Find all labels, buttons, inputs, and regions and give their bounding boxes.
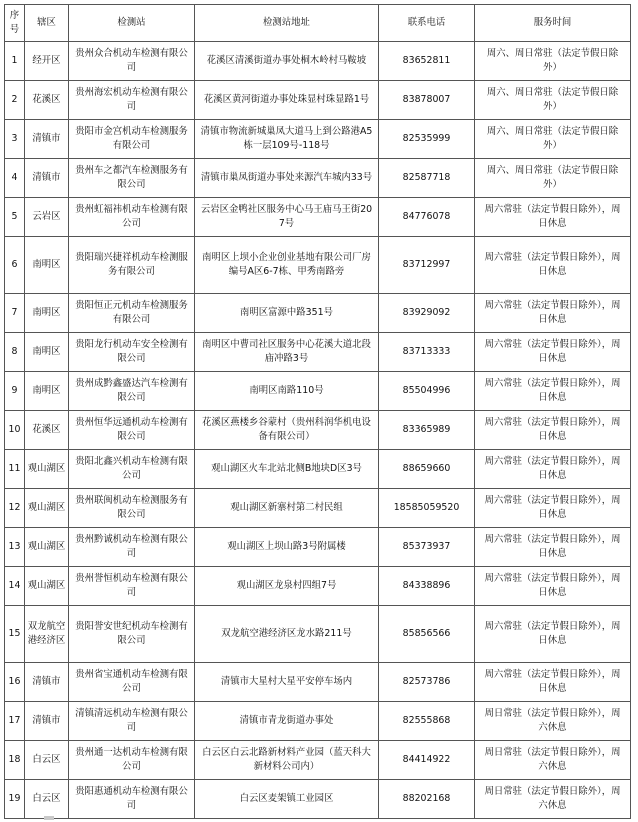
cell-district: 花溪区 bbox=[25, 411, 69, 450]
cell-service: 周六常驻（法定节假日除外），周日休息 bbox=[475, 567, 631, 606]
table-row bbox=[5, 294, 631, 333]
table-row bbox=[5, 42, 631, 81]
table-row bbox=[5, 606, 631, 663]
cell-station: 贵阳瑞兴捷祥机动车检测服务有限公司 bbox=[69, 237, 195, 294]
page-edge-mark bbox=[44, 816, 54, 820]
cell-phone: 82555868 bbox=[379, 702, 475, 741]
table-row bbox=[5, 450, 631, 489]
cell-idx: 16 bbox=[5, 663, 25, 702]
cell-service: 周六常驻（法定节假日除外），周日休息 bbox=[475, 333, 631, 372]
cell-station: 贵州誉恒机动车检测有限公司 bbox=[69, 567, 195, 606]
cell-idx: 11 bbox=[5, 450, 25, 489]
cell-district: 清镇市 bbox=[25, 120, 69, 159]
cell-address: 清镇市巢凤街道办事处来源汽车城内33号 bbox=[195, 159, 379, 198]
cell-station: 贵阳龙行机动车安全检测有限公司 bbox=[69, 333, 195, 372]
cell-service: 周六常驻（法定节假日除外），周日休息 bbox=[475, 450, 631, 489]
cell-station: 贵阳市金宫机动车检测服务有限公司 bbox=[69, 120, 195, 159]
table-row bbox=[5, 81, 631, 120]
cell-idx: 9 bbox=[5, 372, 25, 411]
inspection-station-table-container bbox=[4, 4, 631, 819]
cell-station: 贵州众合机动车检测有限公司 bbox=[69, 42, 195, 81]
cell-district: 观山湖区 bbox=[25, 567, 69, 606]
cell-phone: 82535999 bbox=[379, 120, 475, 159]
header-phone: 联系电话 bbox=[379, 5, 475, 42]
cell-address: 花溪区燕楼乡谷蒙村（贵州科润华机电设备有限公司） bbox=[195, 411, 379, 450]
table-row bbox=[5, 741, 631, 780]
cell-phone: 84414922 bbox=[379, 741, 475, 780]
cell-district: 花溪区 bbox=[25, 81, 69, 120]
table-row bbox=[5, 237, 631, 294]
table-row bbox=[5, 198, 631, 237]
cell-address: 观山湖区新寨村第二村民组 bbox=[195, 489, 379, 528]
inspection-station-table bbox=[4, 4, 631, 819]
table-row bbox=[5, 567, 631, 606]
table-body bbox=[5, 42, 631, 819]
table-row bbox=[5, 159, 631, 198]
cell-phone: 84776078 bbox=[379, 198, 475, 237]
cell-service: 周六、周日常驻（法定节假日除外） bbox=[475, 120, 631, 159]
cell-station: 清镇清远机动车检测有限公司 bbox=[69, 702, 195, 741]
header-district: 辖区 bbox=[25, 5, 69, 42]
table-row bbox=[5, 120, 631, 159]
cell-idx: 13 bbox=[5, 528, 25, 567]
cell-phone: 82573786 bbox=[379, 663, 475, 702]
cell-address: 白云区白云北路新材料产业园（蓝天科大新材料公司内） bbox=[195, 741, 379, 780]
cell-service: 周日常驻（法定节假日除外），周六休息 bbox=[475, 780, 631, 819]
cell-service: 周日常驻（法定节假日除外），周六休息 bbox=[475, 741, 631, 780]
cell-service: 周六常驻（法定节假日除外），周日休息 bbox=[475, 606, 631, 663]
cell-idx: 7 bbox=[5, 294, 25, 333]
cell-idx: 4 bbox=[5, 159, 25, 198]
table-row bbox=[5, 780, 631, 819]
cell-district: 南明区 bbox=[25, 333, 69, 372]
cell-station: 贵州通一达机动车检测有限公司 bbox=[69, 741, 195, 780]
cell-station: 贵阳誉安世纪机动车检测有限公司 bbox=[69, 606, 195, 663]
cell-idx: 2 bbox=[5, 81, 25, 120]
cell-address: 清镇市物流新城巢凤大道马上到公路港A5栋一层109号-118号 bbox=[195, 120, 379, 159]
header-address: 检测站地址 bbox=[195, 5, 379, 42]
cell-station: 贵阳北鑫兴机动车检测有限公司 bbox=[69, 450, 195, 489]
cell-phone: 83652811 bbox=[379, 42, 475, 81]
cell-phone: 83712997 bbox=[379, 237, 475, 294]
cell-service: 周六常驻（法定节假日除外），周日休息 bbox=[475, 663, 631, 702]
table-row bbox=[5, 411, 631, 450]
cell-idx: 8 bbox=[5, 333, 25, 372]
cell-service: 周六常驻（法定节假日除外），周日休息 bbox=[475, 198, 631, 237]
cell-district: 观山湖区 bbox=[25, 528, 69, 567]
cell-phone: 88202168 bbox=[379, 780, 475, 819]
cell-phone: 83365989 bbox=[379, 411, 475, 450]
cell-station: 贵阳恒正元机动车检测服务有限公司 bbox=[69, 294, 195, 333]
cell-station: 贵州恒华远通机动车检测有限公司 bbox=[69, 411, 195, 450]
cell-address: 南明区富源中路351号 bbox=[195, 294, 379, 333]
cell-phone: 18585059520 bbox=[379, 489, 475, 528]
cell-district: 南明区 bbox=[25, 294, 69, 333]
cell-idx: 5 bbox=[5, 198, 25, 237]
cell-service: 周六常驻（法定节假日除外），周日休息 bbox=[475, 411, 631, 450]
cell-address: 双龙航空港经济区龙水路211号 bbox=[195, 606, 379, 663]
cell-district: 南明区 bbox=[25, 372, 69, 411]
cell-district: 双龙航空港经济区 bbox=[25, 606, 69, 663]
cell-station: 贵阳惠通机动车检测有限公司 bbox=[69, 780, 195, 819]
header-service: 服务时间 bbox=[475, 5, 631, 42]
cell-district: 清镇市 bbox=[25, 702, 69, 741]
table-row bbox=[5, 528, 631, 567]
cell-district: 白云区 bbox=[25, 780, 69, 819]
cell-idx: 19 bbox=[5, 780, 25, 819]
cell-phone: 83878007 bbox=[379, 81, 475, 120]
cell-address: 观山湖区火车北站北侧B地块D区3号 bbox=[195, 450, 379, 489]
cell-district: 清镇市 bbox=[25, 663, 69, 702]
cell-address: 南明区南路110号 bbox=[195, 372, 379, 411]
cell-district: 南明区 bbox=[25, 237, 69, 294]
cell-service: 周六、周日常驻（法定节假日除外） bbox=[475, 81, 631, 120]
cell-phone: 83929092 bbox=[379, 294, 475, 333]
cell-service: 周六常驻（法定节假日除外），周日休息 bbox=[475, 294, 631, 333]
cell-idx: 3 bbox=[5, 120, 25, 159]
cell-phone: 88659660 bbox=[379, 450, 475, 489]
cell-service: 周六常驻（法定节假日除外），周日休息 bbox=[475, 489, 631, 528]
cell-idx: 1 bbox=[5, 42, 25, 81]
cell-district: 观山湖区 bbox=[25, 450, 69, 489]
table-row bbox=[5, 663, 631, 702]
header-idx: 序号 bbox=[5, 5, 25, 42]
cell-district: 清镇市 bbox=[25, 159, 69, 198]
cell-service: 周六常驻（法定节假日除外），周日休息 bbox=[475, 528, 631, 567]
cell-district: 白云区 bbox=[25, 741, 69, 780]
cell-idx: 17 bbox=[5, 702, 25, 741]
cell-address: 白云区麦架镇工业园区 bbox=[195, 780, 379, 819]
cell-station: 贵州黔诚机动车检测有限公司 bbox=[69, 528, 195, 567]
cell-phone: 82587718 bbox=[379, 159, 475, 198]
table-row bbox=[5, 702, 631, 741]
table-row bbox=[5, 333, 631, 372]
cell-service: 周六常驻（法定节假日除外），周日休息 bbox=[475, 372, 631, 411]
cell-district: 观山湖区 bbox=[25, 489, 69, 528]
cell-address: 花溪区清溪街道办事处桐木岭村马鞍坡 bbox=[195, 42, 379, 81]
cell-phone: 85373937 bbox=[379, 528, 475, 567]
cell-address: 清镇市青龙街道办事处 bbox=[195, 702, 379, 741]
cell-address: 观山湖区上坝山路3号附属楼 bbox=[195, 528, 379, 567]
cell-station: 贵州省宝通机动车检测有限公司 bbox=[69, 663, 195, 702]
table-row bbox=[5, 372, 631, 411]
cell-phone: 85856566 bbox=[379, 606, 475, 663]
cell-idx: 14 bbox=[5, 567, 25, 606]
cell-service: 周六常驻（法定节假日除外），周日休息 bbox=[475, 237, 631, 294]
cell-address: 清镇市大星村大星平安停车场内 bbox=[195, 663, 379, 702]
cell-phone: 85504996 bbox=[379, 372, 475, 411]
table-header-row bbox=[5, 5, 631, 42]
table-row bbox=[5, 489, 631, 528]
cell-station: 贵州联闽机动车检测服务有限公司 bbox=[69, 489, 195, 528]
cell-phone: 83713333 bbox=[379, 333, 475, 372]
cell-address: 观山湖区龙泉村四组7号 bbox=[195, 567, 379, 606]
cell-address: 南明区中曹司社区服务中心花溪大道北段庙冲路3号 bbox=[195, 333, 379, 372]
cell-address: 南明区上坝小企业创业基地有限公司厂房编号A区6-7栋、甲秀南路旁 bbox=[195, 237, 379, 294]
cell-service: 周六、周日常驻（法定节假日除外） bbox=[475, 42, 631, 81]
cell-idx: 12 bbox=[5, 489, 25, 528]
header-station: 检测站 bbox=[69, 5, 195, 42]
cell-phone: 84338896 bbox=[379, 567, 475, 606]
cell-station: 贵州成黔鑫盛达汽车检测有限公司 bbox=[69, 372, 195, 411]
cell-idx: 6 bbox=[5, 237, 25, 294]
cell-district: 云岩区 bbox=[25, 198, 69, 237]
cell-service: 周日常驻（法定节假日除外），周六休息 bbox=[475, 702, 631, 741]
cell-idx: 10 bbox=[5, 411, 25, 450]
cell-district: 经开区 bbox=[25, 42, 69, 81]
cell-station: 贵州虹福祎机动车检测有限公司 bbox=[69, 198, 195, 237]
cell-station: 贵州海宏机动车检测有限公司 bbox=[69, 81, 195, 120]
cell-service: 周六、周日常驻（法定节假日除外） bbox=[475, 159, 631, 198]
cell-idx: 18 bbox=[5, 741, 25, 780]
cell-station: 贵州车之都汽车检测服务有限公司 bbox=[69, 159, 195, 198]
cell-address: 花溪区黄河街道办事处珠显村珠显路1号 bbox=[195, 81, 379, 120]
cell-address: 云岩区金鸭社区服务中心马王庙马王街207号 bbox=[195, 198, 379, 237]
cell-idx: 15 bbox=[5, 606, 25, 663]
